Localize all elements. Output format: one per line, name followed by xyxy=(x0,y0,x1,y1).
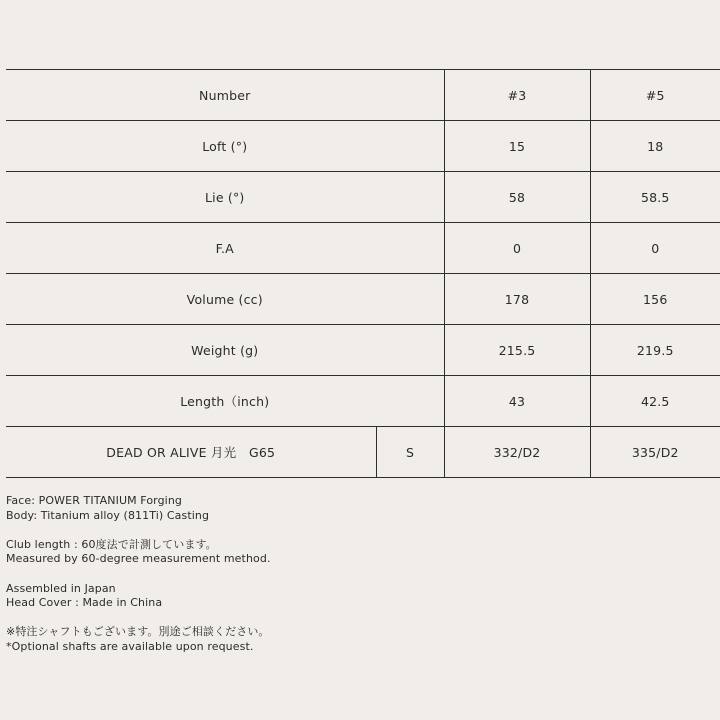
optional-shafts-note xyxy=(6,625,271,654)
spec-label: Lie (°) xyxy=(6,172,444,223)
club-length-note xyxy=(6,538,271,567)
spec-label: Number xyxy=(6,70,444,121)
spec-value-5w: 156 xyxy=(590,274,720,325)
shaft-name: DEAD OR ALIVE 月光 G65 xyxy=(6,427,376,478)
optional-shafts-en: *Optional shafts are available upon request. xyxy=(6,639,254,653)
spec-label: Weight (g) xyxy=(6,325,444,376)
spec-value-5w: 18 xyxy=(590,121,720,172)
spec-row-volume xyxy=(6,274,720,325)
spec-value-5w: #5 xyxy=(590,70,720,121)
spec-value-5w: 335/D2 xyxy=(590,427,720,478)
spec-row-shaft xyxy=(6,427,720,478)
spec-value-3w: 58 xyxy=(444,172,590,223)
body-material: Body: Titanium alloy (811Ti) Casting xyxy=(6,508,210,522)
club-length-en: Measured by 60-degree measurement method. xyxy=(6,552,271,566)
spec-value-3w: 43 xyxy=(444,376,590,427)
spec-value-5w: 0 xyxy=(590,223,720,274)
spec-label: Volume (cc) xyxy=(6,274,444,325)
spec-notes xyxy=(6,494,271,669)
materials-note xyxy=(6,494,271,523)
head-cover-origin: Head Cover : Made in China xyxy=(6,596,163,610)
club-length-jp: Club length : 60度法で計測しています。 xyxy=(6,537,217,551)
spec-row-lie xyxy=(6,172,720,223)
spec-row-loft xyxy=(6,121,720,172)
spec-table xyxy=(6,69,720,478)
shaft-flex: S xyxy=(376,427,444,478)
spec-row-face-angle xyxy=(6,223,720,274)
face-material: Face: POWER TITANIUM Forging xyxy=(6,494,182,507)
spec-row-length xyxy=(6,376,720,427)
spec-value-3w: 178 xyxy=(444,274,590,325)
spec-label: F.A xyxy=(6,223,444,274)
spec-value-5w: 42.5 xyxy=(590,376,720,427)
spec-label: Loft (°) xyxy=(6,121,444,172)
spec-value-3w: #3 xyxy=(444,70,590,121)
spec-value-3w: 0 xyxy=(444,223,590,274)
spec-value-3w: 332/D2 xyxy=(444,427,590,478)
spec-value-3w: 15 xyxy=(444,121,590,172)
spec-row-weight xyxy=(6,325,720,376)
assembly-origin: Assembled in Japan xyxy=(6,581,116,595)
spec-value-5w: 58.5 xyxy=(590,172,720,223)
spec-row-number xyxy=(6,70,720,121)
spec-value-5w: 219.5 xyxy=(590,325,720,376)
optional-shafts-jp: ※特注シャフトもございます。別途ご相談ください。 xyxy=(6,625,270,639)
spec-label: Length（inch) xyxy=(6,376,444,427)
origin-note xyxy=(6,582,271,611)
spec-value-3w: 215.5 xyxy=(444,325,590,376)
